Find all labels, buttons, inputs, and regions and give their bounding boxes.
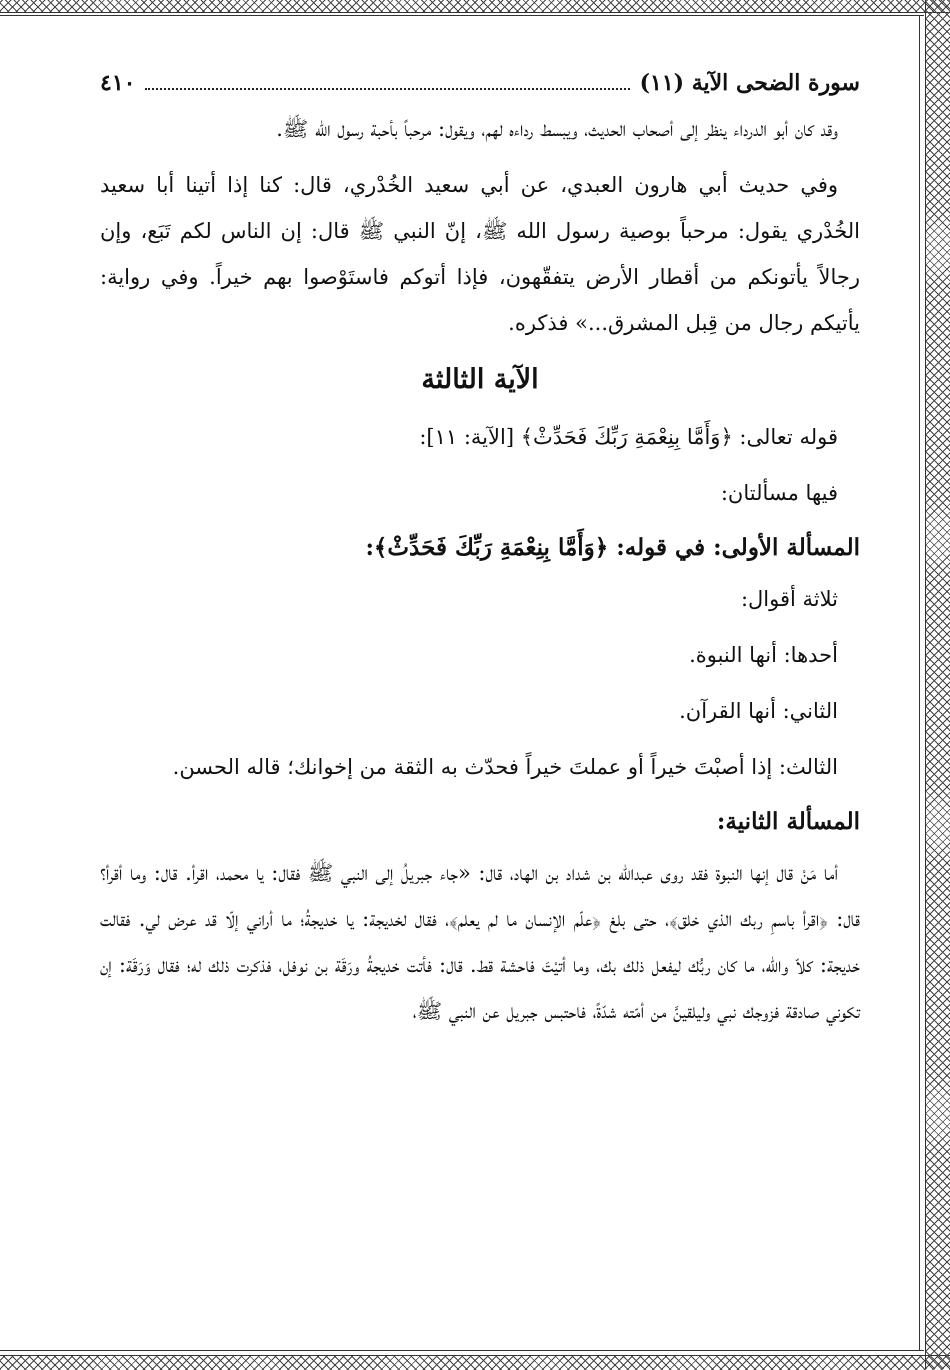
bottom-rule [0,1350,924,1351]
second-issue-heading: المسألة الثانية: [716,808,860,835]
first-issue-intro: ثلاثة أقوال: [740,587,838,611]
issues-intro: فيها مسألتان: [720,481,838,505]
top-ornamental-border [0,0,950,13]
page-number: ٤١٠ [100,70,136,96]
bottom-ornamental-border [0,1355,950,1370]
first-issue-heading: المسألة الأولى: في قوله: ﴿وَأَمَّا بِنِعْمَةِ رَبِّكَ فَحَدِّثْ﴾: [365,534,860,561]
top-rule [0,15,924,16]
header-dot-leader [145,88,629,90]
second-issue-body: أما مَنْ قال إنها النبوة فقد روى عبدالله بن شداد بن الهاد، قال: «جاء جبريلُ إلى النبي ﷺ فقال: يا محمد، اقرأ. قال: وما أقرأ؟ قال: ﴿اقرأ باسمِ ربك الذي خلق﴾، حتى بلغ ﴿علّم الإنسان ما لم يعلم﴾، فقال لخديجة: يا خديجةُ؛ ما أراني إلّا قد عرض لي. فقالت خديجة: كلاّ والله، ما كان ربُّك ليفعل ذلك بك، وما أتيْتَ فاحشة قط. قال: فأتت خديجةُ ورَقَة بن نوفل، فذكرت ذلك له؛ فقال وَرَقَة: إن تكوني صادقة فزوجك نبي وليلقينَّ من أمّته شدّةً، فاحتبس جبريل عن النبي ﷺ، [100,861,860,1023]
running-header-title: سورة الضحى الآية (١١) [639,70,860,96]
first-issue-opinion-2: الثاني: أنها القرآن. [679,699,838,723]
right-rule [919,15,920,1351]
paragraph-abu-harun: وفي حديث أبي هارون العبدي، عن أبي سعيد الخُدْري، قال: كنا إذا أتينا أبا سعيد الخُدْري يقول: مرحباً بوصية رسول الله ﷺ، إنّ النبي ﷺ قال: إن الناس لكم تَبَع، وإن رجالاً يأتونكم من أقطار الأرض يتفقّهون، فإذا أتوكم فاستَوْصوا بهم خيراً. وفي رواية: يأتيكم رجال من قِبل المشرق...» فذكره. [100,173,860,335]
verse-line: قوله تعالى: ﴿وَأَمَّا بِنِعْمَةِ رَبِّكَ فَحَدِّثْ﴾ [الآية: ١١]: [419,425,838,449]
running-header [100,70,860,96]
right-ornamental-border [925,0,950,1369]
section-heading-third-verse: الآية الثالثة [421,364,539,395]
paragraph-abu-darda: وقد كان أبو الدرداء ينظر إلى أصحاب الحديث، ويبسط رداءه لهم، ويقول: مرحباً بأحبة رسول الله ﷺ. [276,117,838,141]
page-body [100,70,860,1044]
first-issue-opinion-3: الثالث: إذا أصبْتَ خيراً أو عملتَ خيراً فحدّث به الثقة من إخوانك؛ قاله الحسن. [172,755,838,779]
first-issue-opinion-1: أحدها: أنها النبوة. [689,643,838,667]
